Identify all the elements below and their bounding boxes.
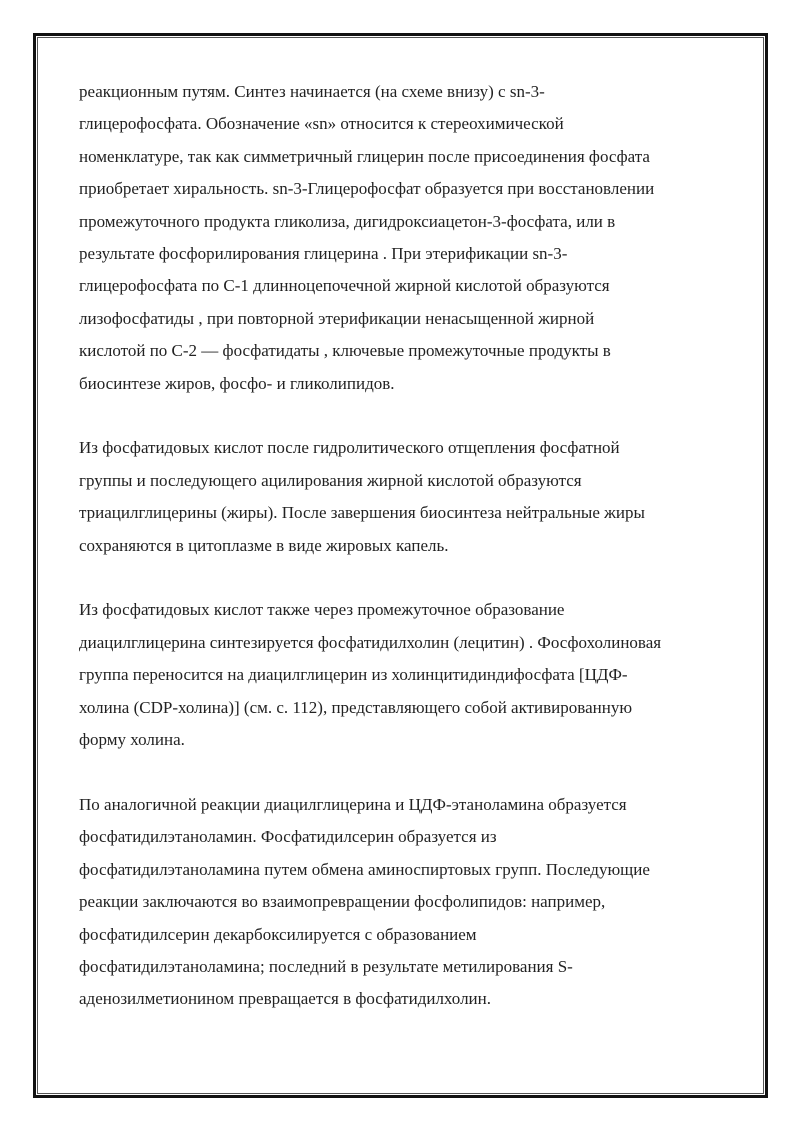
text-line: приобретает хиральность. sn-3-Глицерофосфат образуется при восстановлении	[79, 179, 655, 199]
page-border	[33, 33, 768, 1098]
text-line: сохраняются в цитоплазме в виде жировых капель.	[79, 535, 449, 555]
text-line: реакционным путям. Синтез начинается (на схеме внизу) с sn-3-	[79, 82, 545, 101]
text-line: фосфатидилсерин декарбоксилируется с образованием	[79, 924, 477, 944]
paragraph-2	[79, 432, 734, 562]
text-line: глицерофосфата. Обозначение «sn» относится к стереохимической	[79, 114, 564, 134]
text-line: По аналогичной реакции диацилглицерина и ЦДФ-этаноламина образуется	[79, 794, 627, 814]
text-line: фосфатидилэтаноламин. Фосфатидилсерин образуется из	[79, 827, 497, 847]
document-body	[79, 76, 734, 1016]
paragraph-gap	[79, 400, 734, 432]
text-line: фосфатидилэтаноламина путем обмена аминоспиртовых групп. Последующие	[79, 859, 650, 879]
text-line: биосинтезе жиров, фосфо- и гликолипидов.	[79, 373, 395, 393]
text-line: Из фосфатидовых кислот также через промежуточное образование	[79, 600, 565, 620]
text-line: кислотой по С-2 — фосфатидаты , ключевые промежуточные продукты в	[79, 341, 611, 361]
text-line: лизофосфатиды , при повторной этерификации ненасыщенной жирной	[79, 308, 595, 328]
text-line: реакции заключаются во взаимопревращении фосфолипидов: например,	[79, 892, 606, 912]
text-line: форму холина.	[79, 730, 185, 750]
text-line: Из фосфатидовых кислот после гидролитического отщепления фосфатной	[79, 438, 620, 458]
paragraph-1	[79, 76, 734, 400]
text-line: глицерофосфата по С-1 длинноцепочечной жирной кислотой образуются	[79, 276, 610, 296]
paragraph-gap	[79, 757, 734, 789]
text-line: триацилглицерины (жиры). После завершения биосинтеза нейтральные жиры	[79, 503, 645, 523]
text-line: группа переносится на диацилглицерин из холинцитидиндифосфата [ЦДФ-	[79, 665, 628, 685]
text-line: аденозилметионином превращается в фосфатидилхолин.	[79, 989, 491, 1009]
paragraph-gap	[79, 562, 734, 594]
text-line: холина (CDP-холина)] (см. с. 112), представляющего собой активированную	[79, 697, 633, 717]
text-line: диацилглицерина синтезируется фосфатидилхолин (лецитин) . Фосфохолиновая	[79, 632, 662, 652]
text-line: фосфатидилэтаноламина; последний в результате метилирования S-	[79, 956, 573, 976]
text-line: номенклатуре, так как симметричный глицерин после присоединения фосфата	[79, 146, 650, 166]
text-line: группы и последующего ацилирования жирной кислотой образуются	[79, 470, 582, 490]
paragraph-3	[79, 594, 734, 756]
text-line: промежуточного продукта гликолиза, дигидроксиацетон-3-фосфата, или в	[79, 211, 616, 231]
text-line: результате фосфорилирования глицерина . При этерификации sn-3-	[79, 244, 568, 264]
paragraph-4	[79, 789, 734, 1016]
